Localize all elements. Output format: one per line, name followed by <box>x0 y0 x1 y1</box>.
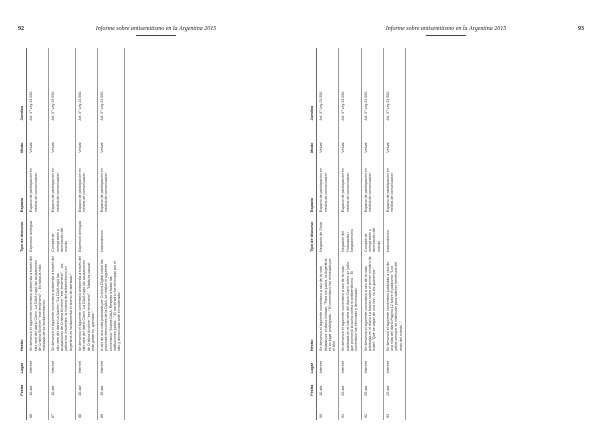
col-header-tipo: Tipo de discurso <box>308 214 317 254</box>
row-id: 89 <box>98 398 124 420</box>
row-espacio: Espacio de participación en medios de comunicación <box>361 155 383 215</box>
col-header-id <box>18 398 27 420</box>
row-hecho: A raíz de una nota publicada por Crónica Digital sobre las próximas elecciones de la DAIA, se realizó el siguiente comentario: "Nueva DAIA. Respeto a todas las instituciones judías..." El comentario fue eliminado por el sitio y denunciado ante el moderador. <box>98 254 124 353</box>
row-espacio: Espacio de participación en medios de comunicación <box>75 155 97 215</box>
col-header-lugar: Lugar <box>308 353 317 375</box>
table-wrapper <box>18 44 294 424</box>
row-modo: Virtual <box>339 122 361 154</box>
row-id: 92 <box>361 398 383 420</box>
row-juridica: Art. 3° Ley 23.592. <box>383 48 405 122</box>
row-lugar: Internet <box>49 353 75 375</box>
row-tipo: Negación del Holocausto / Negacionismo <box>339 214 361 254</box>
col-header-espacio: Espacio <box>308 155 317 215</box>
row-tipo: Expresión ambigua <box>75 214 97 254</box>
row-lugar: Internet <box>27 353 49 375</box>
header-rule <box>426 35 466 36</box>
row-tipo: Negación de Shoá <box>317 214 339 254</box>
row-modo: Virtual <box>49 122 75 154</box>
table-row <box>361 48 383 420</box>
col-header-fecha: Fecha <box>308 375 317 397</box>
page-header <box>18 26 294 38</box>
row-juridica: Art. 3° Ley 23.592. <box>75 48 97 122</box>
row-hecho: Se denunció el siguiente comentario a raíz de la nota titulada por el diario Infobae: "Para los judíos, la Argentina es un lugar privilegiado..." El comentario fue eliminado por el sitio. <box>317 254 339 353</box>
row-hecho: Se denunció el siguiente comentario a raíz de la nota publicada en el diario La Nación sobre el primer ministro de Israel: "Que se vayan de una vez, no los queremos." <box>361 254 383 353</box>
table-header-row <box>308 48 317 420</box>
row-hecho: Se denunció el siguiente comentario publicado a raíz de una nota del diario Página 12 sobre el judaísmo: "Los judíos siempre se victimizan para obtener beneficios del resto del mundo..." <box>383 254 405 353</box>
table-row <box>49 48 75 420</box>
table-row <box>75 48 97 420</box>
header-rule <box>136 35 176 36</box>
row-tipo: Complot de conspiración y dominación del mundo <box>49 214 75 254</box>
row-id: 90 <box>317 398 339 420</box>
table-row <box>317 48 339 420</box>
table-wrapper <box>308 44 584 424</box>
row-espacio: Espacio de participación en medios de comunicación <box>317 155 339 215</box>
row-lugar: Internet <box>317 353 339 375</box>
row-espacio: Espacio de participación en medios de comunicación <box>49 155 75 215</box>
row-lugar: Internet <box>75 353 97 375</box>
table-row <box>27 48 49 420</box>
row-fecha: 20-abr <box>361 375 383 397</box>
row-tipo: Expresión ambigua <box>27 214 49 254</box>
row-lugar: Internet <box>98 353 124 375</box>
row-modo: Virtual <box>383 122 405 154</box>
row-juridica: Art. 3° Ley 23.592. <box>27 48 49 122</box>
row-lugar: Internet <box>339 353 361 375</box>
row-tipo: Nacionalismo <box>383 214 405 254</box>
row-id: 86 <box>27 398 49 420</box>
col-header-juridica: Jurídica <box>18 48 27 122</box>
row-espacio: Espacio de participación en medios de comunicación <box>383 155 405 215</box>
col-header-tipo: Tipo de discurso <box>18 214 27 254</box>
incidents-table <box>308 48 406 420</box>
row-modo: Virtual <box>361 122 383 154</box>
row-id: 91 <box>339 398 361 420</box>
running-title: Informe sobre antisemitismo en la Argentina 2015 <box>95 26 217 32</box>
col-header-modo: Modo <box>308 122 317 154</box>
row-hecho: Se denunció el siguiente comentario antisemita a través del sitio web del diario La Nación: "La DAIA rugió las acusaciones de Cristina Kirchner "ese fenómeno"... los judíos son insolentes, la historia del antisemitismo en Argentina es fundamental el ánimo de atentado." <box>49 254 75 353</box>
col-header-modo: Modo <box>18 122 27 154</box>
table-row <box>98 48 124 420</box>
right-page <box>308 0 584 435</box>
row-fecha: 10-abr <box>49 375 75 397</box>
page-header <box>308 26 584 38</box>
row-lugar: Internet <box>361 353 383 375</box>
row-juridica: Art. 3° Ley 23.592. <box>361 48 383 122</box>
row-juridica: Art. 3° Ley 23.592. <box>98 48 124 122</box>
row-juridica: Art. 3° Ley 23.592. <box>49 48 75 122</box>
row-lugar: Internet <box>383 353 405 375</box>
row-fecha: 10-abr <box>98 375 124 397</box>
row-espacio: Espacio de participación en medios de comunicación <box>339 155 361 215</box>
row-fecha: 10-abr <box>75 375 97 397</box>
row-tipo: Complot de conspiración y dominación del mundo <box>361 214 383 254</box>
row-juridica: Art. 3° Ley 23.592. <box>339 48 361 122</box>
row-id: 88 <box>75 398 97 420</box>
row-modo: Virtual <box>27 122 49 154</box>
col-header-espacio: Espacio <box>18 155 27 215</box>
row-espacio: Espacio de participación en medios de comunicación <box>27 155 49 215</box>
table-row <box>383 48 405 420</box>
page-number: 92 <box>18 26 24 32</box>
row-modo: Virtual <box>98 122 124 154</box>
row-hecho: Se denunció el siguiente comentario a raíz de la nota publicada en el sitio web del diario Clarín sobre un judío que promovió la lucha contra el antisemitismo... El comentario fue eliminado y denunciado. <box>339 254 361 353</box>
row-hecho: Se denunció el siguiente comentario antisemita a través del sitio web del diario Clarín. La DAIA rugió las acusaciones de Cristina Kirchner "ese fenómeno"... "Nada es casual: este gobierno, queridos." <box>75 254 97 353</box>
page-number: 93 <box>578 26 584 32</box>
row-fecha: 10-abr <box>27 375 49 397</box>
row-fecha: 10-abr <box>317 375 339 397</box>
table-header-row <box>18 48 27 420</box>
table-row <box>339 48 361 420</box>
row-modo: Virtual <box>317 122 339 154</box>
col-header-fecha: Fecha <box>18 375 27 397</box>
row-juridica: Art. 3° Ley 23.592. <box>317 48 339 122</box>
row-espacio: Espacio de participación en medios de comunicación <box>98 155 124 215</box>
col-header-hecho: Hecho <box>308 254 317 353</box>
row-modo: Virtual <box>75 122 97 154</box>
row-hecho: Se denunció el siguiente comentario antisemita a través del sitio web del diario Clarín. La DAIA rugió las acusaciones de Cristina Kirchner "ese fenómeno"... Es falsa la nota realizada de su fundamentación. <box>27 254 49 353</box>
running-title: Informe sobre antisemitismo en la Argentina 2015 <box>385 26 507 32</box>
row-id: 93 <box>383 398 405 420</box>
left-page <box>18 0 294 435</box>
col-header-juridica: Jurídica <box>308 48 317 122</box>
row-fecha: 20-abr <box>339 375 361 397</box>
col-header-hecho: Hecho <box>18 254 27 353</box>
row-fecha: 20-abr <box>383 375 405 397</box>
col-header-lugar: Lugar <box>18 353 27 375</box>
col-header-id <box>308 398 317 420</box>
row-tipo: Nacionalismo <box>98 214 124 254</box>
row-id: 87 <box>49 398 75 420</box>
incidents-table <box>18 48 125 420</box>
